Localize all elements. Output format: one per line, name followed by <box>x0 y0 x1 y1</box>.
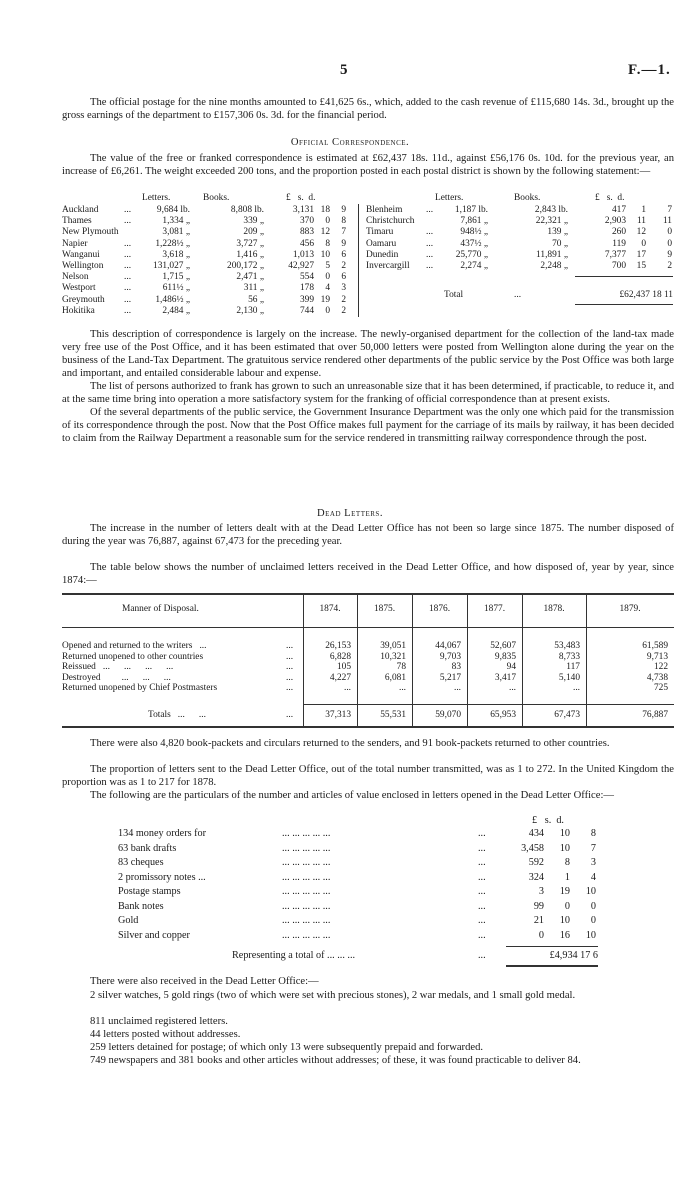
district-letters: 7,861 „ <box>460 216 488 227</box>
disposal-value: 44,067 <box>435 641 461 651</box>
enclosure-shillings: 10 <box>559 842 570 854</box>
enclosure-pence: 0 <box>590 900 596 912</box>
paragraph-book-packets: There were also 4,820 book-packets and circulars returned to the senders, and 91 book-packets returned to other countries. <box>90 738 610 749</box>
disposal-value: 78 <box>396 662 406 672</box>
disposal-value: 94 <box>506 662 516 672</box>
district-letters: 1,334 „ <box>162 216 190 227</box>
year-header: 1875. <box>373 604 396 614</box>
value-total-amount: £4,934 17 6 <box>549 950 598 961</box>
district-shillings: 0 <box>325 216 330 227</box>
district-pounds: 260 <box>611 227 626 238</box>
district-shillings: 19 <box>320 294 330 305</box>
enclosure-dots-end: ... <box>478 900 486 912</box>
report-code: F.—1. <box>628 62 671 78</box>
district-name: Dunedin <box>366 249 399 260</box>
disposal-value: 5,140 <box>558 672 580 683</box>
enclosure-dots-end: ... <box>478 828 486 839</box>
district-letters: 1,486½ „ <box>155 294 190 305</box>
year-header: 1878. <box>543 604 565 614</box>
district-pounds: 399 <box>299 294 314 305</box>
district-shillings: 15 <box>636 261 646 271</box>
paragraph-postage: The official postage for the nine months amounted to £41,625 6s., which, added to the cash revenue of £115,680 14s. 3d., brought up the gross earnings of the department to £157,306 0s. 3d. for the financial period. <box>62 97 674 121</box>
disposal-label: Returned unopened to other countries <box>62 651 204 662</box>
total-value: 59,070 <box>435 710 461 720</box>
enclosure-dots: ... ... ... ... ... <box>282 871 331 883</box>
year-header: 1874. <box>319 604 341 614</box>
district-dots: ... <box>124 261 132 271</box>
enclosure-label: Silver and copper <box>118 929 190 941</box>
district-name: Wellington <box>62 261 104 271</box>
district-dots: ... <box>426 205 434 215</box>
enclosure-label: Gold <box>118 915 139 926</box>
district-pounds: 417 <box>611 205 626 215</box>
statement-total-value: £62,437 18 11 <box>619 290 673 300</box>
enclosure-dots-end: ... <box>478 929 486 941</box>
district-dots: ... <box>124 216 132 227</box>
enclosure-pence: 3 <box>590 857 596 868</box>
enclosure-shillings: 1 <box>564 871 570 883</box>
district-books: 200,172 „ <box>227 261 264 271</box>
district-name: Thames <box>62 216 92 227</box>
year-header: 1877. <box>483 604 506 614</box>
district-shillings: 0 <box>325 305 330 316</box>
enclosure-pounds: 3 <box>538 886 544 897</box>
district-letters: 3,618 „ <box>162 249 190 260</box>
paragraph-table-intro: The table below shows the number of unclaimed letters received in the Dead Letter Office, and how disposed of, year by year, since 1874:— <box>62 562 674 586</box>
district-name: Invercargill <box>366 261 410 271</box>
total-rule <box>575 276 673 277</box>
district-pence: 0 <box>667 238 672 249</box>
disposal-value: 9,835 <box>494 651 516 662</box>
col-header-lsd: £ s. d. <box>286 193 316 203</box>
disposal-dots: ... <box>286 651 294 662</box>
enclosure-pence: 7 <box>590 842 596 854</box>
enclosure-pounds: 3,458 <box>521 842 544 854</box>
disposal-value: 8,733 <box>558 651 580 662</box>
enclosure-pounds: 324 <box>528 871 544 883</box>
district-shillings: 4 <box>325 283 330 294</box>
district-books: 2,248 „ <box>540 261 568 271</box>
district-dots: ... <box>426 261 434 271</box>
enclosure-pounds: 99 <box>533 900 544 912</box>
district-pence: 3 <box>341 283 346 294</box>
district-books: 56 „ <box>248 294 264 305</box>
totals-dots: ... <box>286 710 294 720</box>
disposal-value: ... <box>398 683 406 693</box>
enclosure-label: 134 money orders for <box>118 828 206 839</box>
enclosure-dots-end: ... <box>478 871 486 883</box>
district-pence: 7 <box>667 205 672 215</box>
district-pounds: 554 <box>299 272 314 283</box>
district-pence: 2 <box>341 261 346 271</box>
value-total-rule <box>506 946 598 947</box>
district-books: 3,727 „ <box>236 238 264 249</box>
disposal-value: 26,153 <box>325 641 351 651</box>
total-value: 37,313 <box>325 710 351 720</box>
district-letters: 131,027 „ <box>153 261 190 271</box>
district-pence: 9 <box>341 238 346 249</box>
district-dots: ... <box>124 238 132 249</box>
district-letters: 1,715 „ <box>162 272 190 283</box>
disposal-label: Returned unopened by Chief Postmasters <box>62 683 218 693</box>
enclosure-label: 83 cheques <box>118 857 164 868</box>
enclosure-shillings: 19 <box>559 886 570 897</box>
heading-official-correspondence: Official Correspondence. <box>290 137 410 148</box>
district-shillings: 17 <box>636 249 646 260</box>
district-name: Timaru <box>366 227 394 238</box>
enclosure-dots-end: ... <box>478 857 486 868</box>
enclosure-pence: 0 <box>590 915 596 926</box>
district-pence: 8 <box>341 216 346 227</box>
district-pounds: 370 <box>299 216 314 227</box>
district-pence: 2 <box>341 305 346 316</box>
disposal-value: 39,051 <box>380 641 406 651</box>
enclosure-dots: ... ... ... ... ... <box>282 842 331 854</box>
district-pounds: 119 <box>612 238 626 249</box>
col-header-letters: Letters. <box>142 193 171 203</box>
district-pounds: 178 <box>299 283 314 294</box>
total-double-rule <box>575 304 673 305</box>
enclosure-pounds: 592 <box>528 857 544 868</box>
paragraph-newspapers: 749 newspapers and 381 books and other articles without addresses; of these, it was found practicable to deliver 84. <box>90 1055 581 1066</box>
disposal-value: ... <box>453 683 461 693</box>
district-pence: 2 <box>341 294 346 305</box>
district-name: Hokitika <box>62 305 95 316</box>
paragraph-dead-increase: The increase in the number of letters dealt with at the Dead Letter Office has not been so large since 1875. The number disposed of during the year was 76,887, against 67,473 for the preceding year. <box>62 523 674 547</box>
district-books: 11,891 „ <box>536 249 568 260</box>
district-pounds: 1,013 <box>292 249 314 260</box>
district-shillings: 0 <box>325 272 330 283</box>
district-pounds: 883 <box>299 227 314 238</box>
col-header-lsd-right: £ s. d. <box>595 193 625 203</box>
district-books: 70 „ <box>552 238 568 249</box>
disposal-value: 10,321 <box>380 651 406 662</box>
district-dots: ... <box>124 205 132 215</box>
district-letters: 1,187 lb. <box>454 205 488 215</box>
district-books: 139 „ <box>547 227 568 238</box>
paragraph-without-address: 44 letters posted without addresses. <box>90 1029 241 1040</box>
col-header-letters-right: Letters. <box>435 193 464 203</box>
disposal-value: ... <box>508 683 516 693</box>
district-name: Nelson <box>62 272 89 283</box>
disposal-dots: ... <box>286 641 294 651</box>
enclosure-dots-end: ... <box>478 842 486 854</box>
paragraph-insurance: Of the several departments of the public service, the Government Insurance Department was the only one which paid for the transmission of its correspondence through the post. Now that the Post Office makes full payment for the carriage of its mails by railway, it has been decided to claim from the Railway Department a reasonable sum for the service rendered in transmitting railway correspondence through the post. <box>62 407 674 444</box>
table-bottom-rule <box>62 726 674 728</box>
paragraph-franked-value: The value of the free or franked correspondence is estimated at £62,437 18s. 11d., against £56,176 0s. 10d. for the previous year, an increase of £6,261. The weight exceeded 200 tons, and the proportion posted in each postal district is shown by the following statement:— <box>62 153 674 177</box>
district-shillings: 11 <box>636 216 646 227</box>
district-letters: 25,770 „ <box>455 249 488 260</box>
district-name: New Plymouth <box>62 227 119 238</box>
enclosure-dots: ... ... ... ... ... <box>282 857 331 868</box>
district-pence: 9 <box>341 205 346 215</box>
enclosure-pence: 4 <box>590 871 596 883</box>
enclosure-pounds: 434 <box>528 828 544 839</box>
disposal-value: 4,738 <box>646 672 668 683</box>
district-letters: 9,684 lb. <box>156 205 190 215</box>
disposal-value: 725 <box>653 683 668 693</box>
district-books: 2,843 lb. <box>534 205 568 215</box>
district-pounds: 700 <box>611 261 626 271</box>
disposal-value: 105 <box>336 662 351 672</box>
enclosure-label: Postage stamps <box>118 886 181 897</box>
district-dots: ... <box>124 294 132 305</box>
district-shillings: 8 <box>325 238 330 249</box>
enclosure-pence: 10 <box>585 886 596 897</box>
district-letters: 1,228½ „ <box>155 238 190 249</box>
statement-total-label: Total <box>444 290 464 300</box>
statement-divider <box>358 204 359 317</box>
paragraph-watches: 2 silver watches, 5 gold rings (two of which were set with precious stones), 2 war medals, and 1 small gold medal. <box>90 990 576 1001</box>
year-header: 1879. <box>619 604 641 614</box>
district-name: Westport <box>62 283 96 294</box>
district-dots: ... <box>426 238 434 249</box>
district-shillings: 12 <box>320 227 330 238</box>
district-pence: 2 <box>667 261 672 271</box>
disposal-value: 122 <box>653 662 668 672</box>
district-pence: 11 <box>662 216 672 227</box>
district-pence: 9 <box>667 249 672 260</box>
disposal-label: Destroyed ... ... ... <box>62 672 171 683</box>
enclosure-shillings: 0 <box>564 900 570 912</box>
district-name: Greymouth <box>62 294 105 305</box>
district-name: Christchurch <box>366 216 415 227</box>
paragraph-increase: This description of correspondence is largely on the increase. The newly-organised department for the collection of the land-tax made very free use of the Post Office, and it has been estimated that over 50,000 letters were posted from Wellington alone during the year on the business of the Land-Tax Department. The gratuitous service rendered other departments of the public service by the Post Office was both large and important, and entailed considerable labour and expense. <box>62 329 674 379</box>
district-pounds: 3,131 <box>292 205 314 215</box>
col-header-books: Books. <box>203 193 230 203</box>
enclosure-label: Bank notes <box>118 900 164 912</box>
district-letters: 611½ „ <box>162 283 190 294</box>
district-dots: ... <box>124 272 132 283</box>
disposal-dots: ... <box>286 662 294 672</box>
totals-label: Totals ... ... <box>148 710 206 720</box>
enclosure-shillings: 16 <box>559 929 570 941</box>
disposal-value: ... <box>343 683 351 693</box>
district-name: Napier <box>62 238 88 249</box>
total-value: 67,473 <box>554 710 580 720</box>
district-letters: 948½ „ <box>460 227 488 238</box>
enclosure-dots-end: ... <box>478 915 486 926</box>
enclosure-dots: ... ... ... ... ... <box>282 915 331 926</box>
district-dots: ... <box>426 249 434 260</box>
enclosure-dots: ... ... ... ... ... <box>282 900 331 912</box>
disposal-value: 61,589 <box>642 641 668 651</box>
district-shillings: 18 <box>320 205 330 215</box>
enclosure-label: 2 promissory notes ... <box>118 871 206 883</box>
disposal-value: 117 <box>566 662 580 672</box>
disposal-value: ... <box>572 683 580 693</box>
enclosure-shillings: 8 <box>564 857 570 868</box>
enclosure-dots: ... ... ... ... ... <box>282 886 331 897</box>
table-top-rule <box>62 593 674 595</box>
district-shillings: 5 <box>325 261 330 271</box>
disposal-dots: ... <box>286 672 294 683</box>
value-total-dots: ... <box>478 950 486 961</box>
value-total-label: Representing a total of ... ... ... <box>232 950 356 961</box>
disposal-value: 52,607 <box>490 641 516 651</box>
paragraph-registered: 811 unclaimed registered letters. <box>90 1016 228 1027</box>
col-header-books-right: Books. <box>514 193 541 203</box>
district-shillings: 10 <box>320 249 330 260</box>
enclosure-pence: 10 <box>585 929 596 941</box>
enclosure-shillings: 10 <box>559 915 570 926</box>
district-letters: 437½ „ <box>460 238 488 249</box>
paragraph-particulars: The following are the particulars of the number and articles of value enclosed in letters opened in the Dead Letter Office:— <box>90 790 614 801</box>
disposal-value: 5,217 <box>439 672 461 683</box>
district-books: 209 „ <box>243 227 264 238</box>
district-pounds: 456 <box>299 238 314 249</box>
district-name: Oamaru <box>366 238 397 249</box>
district-books: 2,130 „ <box>236 305 264 316</box>
district-name: Blenheim <box>366 205 403 215</box>
total-value: 76,887 <box>642 710 668 720</box>
disposal-value: 9,713 <box>646 651 668 662</box>
district-pounds: 42,927 <box>288 261 314 271</box>
district-dots: ... <box>426 227 434 238</box>
district-pence: 0 <box>667 227 672 238</box>
district-pounds: 2,903 <box>604 216 626 227</box>
district-pounds: 7,377 <box>604 249 626 260</box>
year-header: 1876. <box>428 604 451 614</box>
district-books: 1,416 „ <box>236 249 264 260</box>
table-header-rule <box>62 627 674 628</box>
total-value: 65,953 <box>490 710 516 720</box>
district-shillings: 0 <box>641 238 646 249</box>
disposal-value: 83 <box>451 662 461 672</box>
paragraph-detained: 259 letters detained for postage; of which only 13 were subsequently prepaid and forwarded. <box>90 1042 484 1053</box>
enclosure-label: 63 bank drafts <box>118 842 177 854</box>
enclosure-pounds: 0 <box>538 929 544 941</box>
enclosure-dots: ... ... ... ... ... <box>282 929 331 941</box>
district-dots: ... <box>124 305 132 316</box>
district-dots: ... <box>124 249 132 260</box>
disposal-label: Opened and returned to the writers ... <box>62 641 207 651</box>
table-header-disposal: Manner of Disposal. <box>122 604 199 614</box>
enclosure-dots: ... ... ... ... ... <box>282 828 331 839</box>
district-pence: 6 <box>341 272 346 283</box>
paragraph-also-received: There were also received in the Dead Letter Office:— <box>90 976 319 987</box>
statement-total-dots: ... <box>514 290 522 300</box>
district-name: Wanganui <box>62 249 100 260</box>
page-number: 5 <box>340 62 348 78</box>
enclosure-pence: 8 <box>590 828 596 839</box>
disposal-value: 4,227 <box>329 672 351 683</box>
district-pence: 6 <box>341 249 346 260</box>
enclosure-dots-end: ... <box>478 886 486 897</box>
district-books: 2,471 „ <box>236 272 264 283</box>
value-total-double-rule <box>506 965 598 967</box>
district-pounds: 744 <box>299 305 314 316</box>
heading-dead-letters: Dead Letters. <box>317 508 383 519</box>
district-books: 311 „ <box>243 283 264 294</box>
disposal-value: 9,703 <box>439 651 461 662</box>
district-letters: 2,484 „ <box>162 305 190 316</box>
disposal-value: 3,417 <box>494 672 516 683</box>
enclosure-shillings: 10 <box>559 828 570 839</box>
disposal-value: 6,081 <box>384 672 406 683</box>
value-list-header: £ s. d. <box>532 815 564 826</box>
district-dots: ... <box>124 283 132 294</box>
paragraph-proportion: The proportion of letters sent to the Dead Letter Office, out of the total number transmitted, was as 1 to 272. In the United Kingdom the proportion was as 1 to 217 for 1878. <box>62 764 674 788</box>
district-shillings: 1 <box>641 205 646 215</box>
disposal-dots: ... <box>286 683 294 693</box>
district-pence: 7 <box>341 227 346 238</box>
district-name: Auckland <box>62 205 99 215</box>
paragraph-franking-list: The list of persons authorized to frank has grown to such an unreasonable size that it has been determined, if practicable, to reduce it, and at the same time bring into operation a more satisfactory system for the franking of official correspondence than at present exists. <box>62 381 674 405</box>
district-books: 339 „ <box>243 216 264 227</box>
district-books: 8,808 lb. <box>230 205 264 215</box>
disposal-label: Reissued ... ... ... ... <box>62 662 174 672</box>
district-letters: 2,274 „ <box>460 261 488 271</box>
district-shillings: 12 <box>636 227 646 238</box>
table-totals-rule <box>303 704 674 705</box>
disposal-value: 6,828 <box>329 651 351 662</box>
district-letters: 3,081 „ <box>162 227 190 238</box>
total-value: 55,531 <box>380 710 406 720</box>
enclosure-pounds: 21 <box>533 915 544 926</box>
disposal-value: 53,483 <box>554 641 580 651</box>
district-books: 22,321 „ <box>535 216 568 227</box>
